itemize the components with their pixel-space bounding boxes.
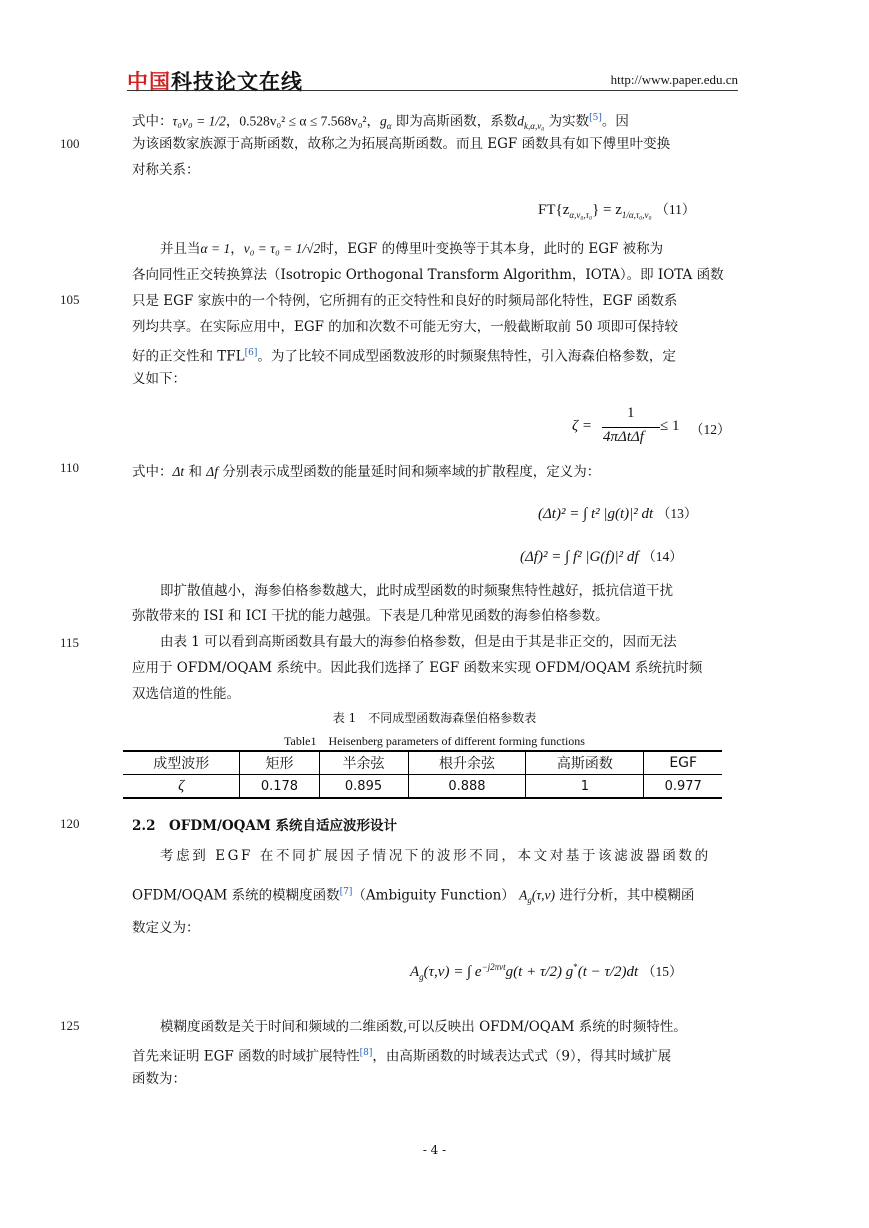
table-header-cell: 成型波形 [123,751,240,775]
table-caption-en: Table1 Heisenberg parameters of different forming functions [284,734,585,748]
paragraph-line: 双选信道的性能。 [132,686,240,702]
paragraph-line: 式中：Δt 和 Δf 分别表示成型函数的能量延时间和频率域的扩散程度，定义为： [132,464,601,480]
citation-link[interactable]: [7] [339,887,353,897]
table-caption-cn: 表 1 不同成型函数海森堡伯格参数表 [332,711,537,725]
header-rule [127,90,738,91]
paragraph-line: 即扩散值越小，海参伯格参数越大，此时成型函数的时频聚焦特性越好，抵抗信道干扰 [160,583,673,599]
table-header-cell: 矩形 [240,751,319,775]
paragraph-line: 对称关系： [132,162,200,178]
equation-14: (Δf)² = ∫ f² |G(f)|² df （14） [520,549,683,565]
heisenberg-table [123,750,722,799]
citation-link[interactable]: [8] [359,1048,373,1058]
header-url[interactable]: http://www.paper.edu.cn [610,72,738,87]
paragraph-line: 式中：τ₀v₀ = 1/2，0.528v₀² ≤ α ≤ 7.568v₀²，$g_\alpha$ 即为高斯函数，系数$d_{k,\alpha,v_0}$ 为实数[5]。因 [132,113,629,132]
section-heading: 2.2 OFDM/OQAM 系统自适应波形设计 [132,818,398,834]
table-header-cell: EGF [644,751,722,775]
line-number: 115 [60,635,80,650]
table-row [123,775,722,799]
paragraph-line: 列均共享。在实际应用中，EGF 的加和次数不可能无穷大，一般截断取前 50 项即可保持较 [132,319,679,335]
table-cell: 0.888 [408,775,526,799]
table-header-cell: 高斯函数 [526,751,644,775]
paragraph-line: 由表 1 可以看到高斯函数具有最大的海参伯格参数，但是由于其是非正交的，因而无法 [160,634,677,650]
line-number: 100 [60,136,80,151]
paragraph-line: 只是 EGF 家族中的一个特例，它所拥有的正交特性和良好的时频局部化特性，EGF 函数系 [132,293,678,309]
paragraph-line: 模糊度函数是关于时间和频域的二维函数,可以反映出 OFDM/OQAM 系统的时频特性。 [160,1019,687,1035]
paragraph-line: 义如下： [132,371,186,387]
paragraph-line: 各向同性正交转换算法（Isotropic Orthogonal Transform Algorithm，IOTA）。即 IOTA 函数 [132,267,724,283]
equation-11: $FT\{z_{\alpha,v_0,\tau_0}\} = z_{1/\alpha,\tau_0,v_0}$ （11） [538,202,696,220]
line-number: 105 [60,292,80,307]
paragraph-line: 首先来证明 EGF 函数的时域扩展特性[8]，由高斯函数的时域表达式式（9），得其时域扩展 [132,1048,672,1065]
paragraph-line: 为该函数家族源于高斯函数，故称之为拓展高斯函数。而且 EGF 函数具有如下傅里叶变换 [132,136,671,152]
table-cell: 0.178 [240,775,319,799]
citation-link[interactable]: [6] [244,348,258,358]
line-number: 125 [60,1018,80,1033]
table-cell: 1 [526,775,644,799]
paragraph-line: 并且当α = 1，v₀ = τ₀ = 1/√2时，EGF 的傅里叶变换等于其本身，此时的 EGF 被称为 [160,241,664,257]
journal-logo: 中国科技论文在线 [127,70,303,94]
line-number: 120 [60,816,80,831]
equation-13: (Δt)² = ∫ t² |g(t)|² dt （13） [538,506,698,522]
equation-15: $A_g(\tau,\nu)$ = ∫ $e^{-j2\pi\nu t}g(t + \tau/2) g^*(t - \tau/2)dt$ （15） [410,962,683,982]
paragraph-line: OFDM/OQAM 系统的模糊度函数[7]（Ambiguity Function） $A_g(\tau,\nu)$ 进行分析，其中模糊函 [132,887,695,906]
table-header-row [123,751,722,775]
citation-link[interactable]: [5] [589,113,602,123]
page-number: - 4 - [422,1143,447,1157]
table-header-cell: 根升余弦 [408,751,526,775]
paragraph-line: 好的正交性和 TFL[6]。为了比较不同成型函数波形的时频聚焦特性，引入海森伯格参数，定 [132,348,676,365]
table-cell: 0.895 [319,775,408,799]
paragraph-line: 应用于 OFDM/OQAM 系统中。因此我们选择了 EGF 函数来实现 OFDM/OQAM 系统抗时频 [132,660,703,676]
line-number: 110 [60,460,80,475]
paragraph-line: 弥散带来的 ISI 和 ICI 干扰的能力越强。下表是几种常见函数的海参伯格参数。 [132,608,609,624]
paragraph-line: 考虑到 EGF 在不同扩展因子情况下的波形不同，本文对基于该滤波器函数的 [160,848,711,864]
table-cell: 0.977 [644,775,722,799]
paragraph-line: 函数为： [132,1071,186,1087]
paragraph-line: 数定义为： [132,920,200,936]
table-cell: ζ [123,775,240,799]
table-header-cell: 半余弦 [319,751,408,775]
